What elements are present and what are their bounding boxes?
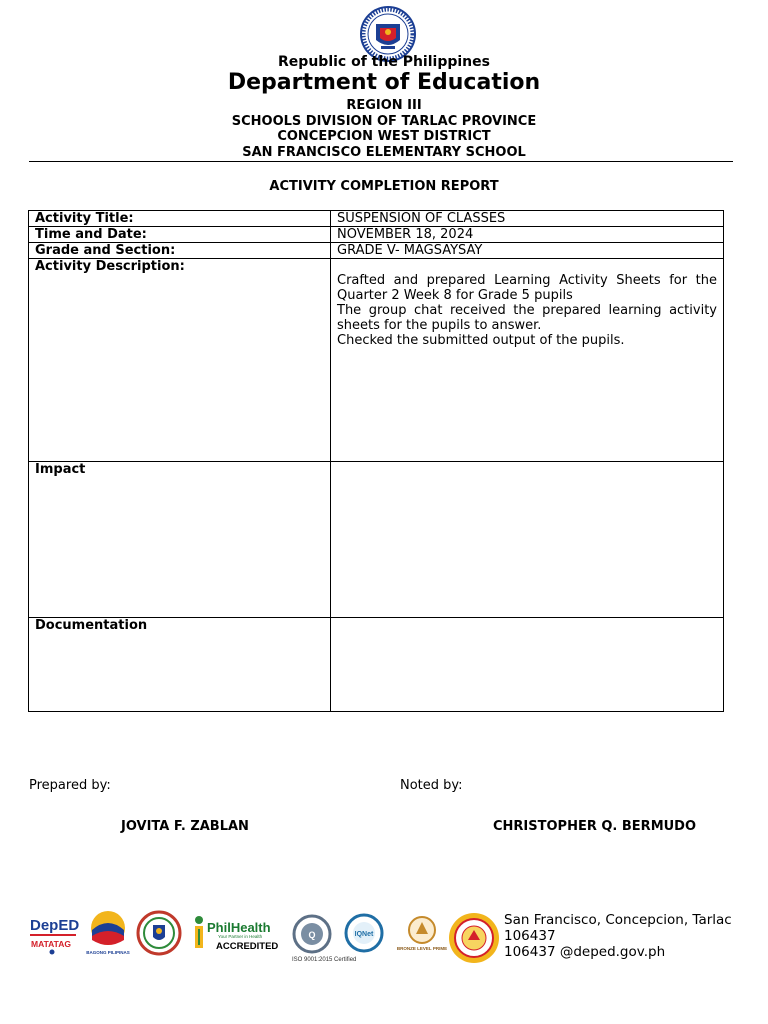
school-email: 106437 @deped.gov.ph (504, 944, 666, 960)
description-line: Crafted and prepared Learning Activity Sheets for the Quarter 2 Week 8 for Grade 5 pupils (337, 273, 717, 303)
activity-title-value: SUSPENSION OF CLASSES (331, 211, 724, 227)
school-heading: SAN FRANCISCO ELEMENTARY SCHOOL (242, 144, 526, 160)
description-line: The group chat received the prepared learning activity sheets for the pupils to answer. (337, 303, 717, 333)
report-title: ACTIVITY COMPLETION REPORT (269, 179, 499, 194)
noted-by-name: CHRISTOPHER Q. BERMUDO (493, 819, 697, 834)
iso-certified-logo-icon (288, 914, 357, 964)
time-date-value: NOVEMBER 18, 2024 (331, 227, 724, 243)
school-id: 106437 (504, 928, 556, 944)
svg-text:DepED: DepED (30, 917, 80, 934)
table-row (29, 618, 724, 712)
region-heading: REGION III (346, 98, 422, 113)
activity-title-label: Activity Title: (29, 211, 331, 227)
school-address: San Francisco, Concepcion, Tarlac (504, 912, 732, 928)
table-row (29, 211, 724, 227)
svg-text:Q: Q (308, 930, 316, 940)
svg-text:BAGONG PILIPINAS: BAGONG PILIPINAS (86, 950, 130, 955)
department-heading: Department of Education (227, 70, 541, 95)
impact-label: Impact (29, 462, 331, 618)
school-seal-logo-icon (448, 912, 500, 964)
table-row (29, 462, 724, 618)
svg-text:ACCREDITED: ACCREDITED (216, 941, 279, 952)
division-heading: SCHOOLS DIVISION OF TARLAC PROVINCE (231, 113, 537, 129)
description-cell (331, 259, 724, 462)
republic-heading: Republic of the Philippines (278, 54, 490, 70)
description-line: Checked the submitted output of the pupils. (337, 333, 625, 348)
bronze-level-prime-logo-icon (396, 914, 448, 962)
school-contact (504, 912, 732, 960)
svg-text:BRONZE LEVEL PRIME: BRONZE LEVEL PRIME (396, 946, 448, 951)
description-label: Activity Description: (29, 259, 331, 462)
table-row (29, 259, 724, 462)
svg-text:ISO 9001:2015 Certified: ISO 9001:2015 Certified (292, 957, 357, 963)
activity-table (28, 210, 724, 712)
iqnet-logo-icon (343, 914, 385, 954)
noted-by-label: Noted by: (400, 778, 463, 793)
division-seal-logo-icon (136, 910, 182, 956)
district-heading: CONCEPCION WEST DISTRICT (277, 129, 491, 144)
time-date-label: Time and Date: (29, 227, 331, 243)
documentation-label: Documentation (29, 618, 331, 712)
impact-cell (331, 462, 724, 618)
deped-matatag-logo-icon (28, 910, 80, 956)
table-row (29, 243, 724, 259)
grade-section-value: GRADE V- MAGSAYSAY (331, 243, 724, 259)
prepared-by-label: Prepared by: (29, 778, 111, 793)
header-divider (29, 161, 733, 162)
prepared-by-name: JOVITA F. ZABLAN (121, 819, 249, 834)
grade-section-label: Grade and Section: (29, 243, 331, 259)
table-row (29, 227, 724, 243)
bagong-pilipinas-logo-icon (86, 908, 130, 956)
documentation-cell (331, 618, 724, 712)
svg-text:Your Partner in Health: Your Partner in Health (218, 934, 263, 939)
philhealth-accredited-logo-icon (192, 914, 282, 954)
svg-text:PhilHealth: PhilHealth (207, 920, 271, 935)
svg-text:MATATAG: MATATAG (31, 939, 71, 949)
svg-text:IQNet: IQNet (354, 931, 374, 938)
